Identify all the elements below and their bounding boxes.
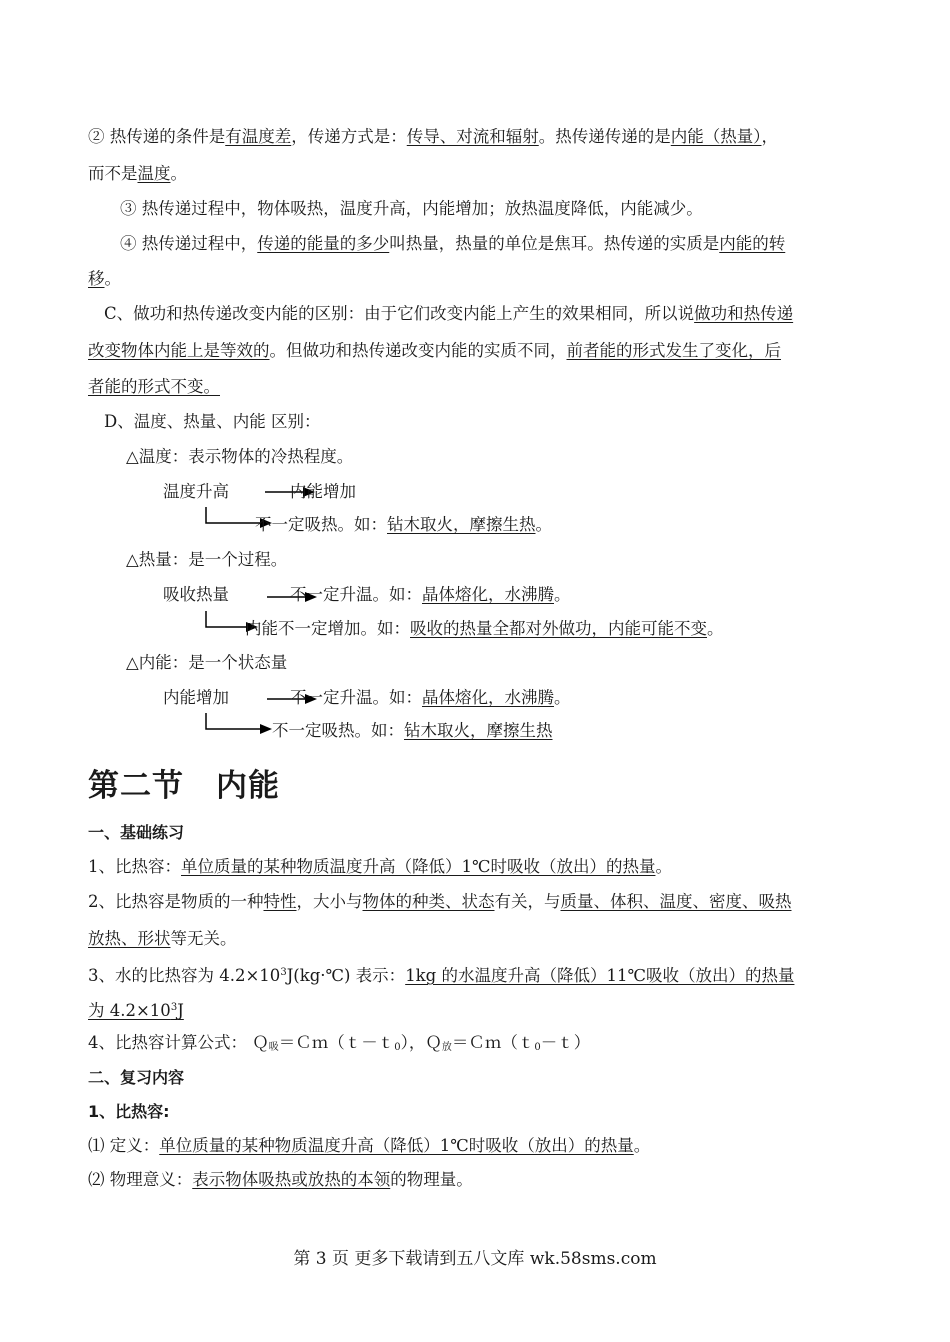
heat-head: △热量：是一个过程。 bbox=[126, 550, 288, 569]
elbow-arrow-icon bbox=[204, 713, 274, 735]
para-heat-definition: ④ 热传递过程中，传递的能量的多少叫热量，热量的单位是焦耳。热传递的实质是内能的转 bbox=[120, 234, 786, 253]
para-heat-transfer-process: ③ 热传递过程中，物体吸热，温度升高，内能增加；放热温度降低，内能减少。 bbox=[120, 199, 703, 218]
review-definition: ⑴ 定义：单位质量的某种物质温度升高（降低）1℃时吸收（放出）的热量。 bbox=[88, 1136, 651, 1155]
temp-sub: 不一定吸热。如：钻木取火，摩擦生热。 bbox=[255, 515, 552, 534]
para-c-difference-3: 者能的形式不变。 bbox=[88, 377, 220, 396]
basic-item-1: 1、比热容：单位质量的某种物质温度升高（降低）1℃时吸收（放出）的热量。 bbox=[88, 857, 672, 876]
review-title: 二、复习内容 bbox=[88, 1068, 185, 1087]
basic-item-2-cont: 放热、形状等无关。 bbox=[88, 929, 237, 948]
heat-right: 不一定升温。如：晶体熔化，水沸腾。 bbox=[290, 585, 571, 604]
page-footer: 第 3 页 更多下载请到五八文库 wk.58sms.com bbox=[293, 1249, 657, 1269]
energy-right: 不一定升温。如：晶体熔化，水沸腾。 bbox=[290, 688, 571, 707]
para-c-difference-2: 改变物体内能上是等效的。但做功和热传递改变内能的实质不同，前者能的形式发生了变化，后 bbox=[88, 341, 781, 360]
para-heat-definition-cont: 移。 bbox=[88, 269, 121, 288]
section-title: 第二节 内能 bbox=[88, 768, 280, 804]
para-heat-transfer-condition: ② 热传递的条件是有温度差，传递方式是：传导、对流和辐射。热传递传递的是内能（热量）， bbox=[88, 127, 778, 146]
energy-sub: 不一定吸热。如：钻木取火，摩擦生热 bbox=[272, 721, 553, 740]
heat-sub: 内能不一定增加。如：吸收的热量全都对外做功，内能可能不变。 bbox=[245, 619, 724, 638]
basic-item-4: 4、比热容计算公式： Ｑ$_吸$＝Ｃｍ（ｔ－ｔ$_0$），Ｑ$_放$＝Ｃｍ（ｔ$_0$－ｔ） bbox=[88, 1033, 591, 1053]
temp-left: 温度升高 bbox=[163, 482, 229, 501]
heat-left: 吸收热量 bbox=[163, 585, 229, 604]
energy-head: △内能：是一个状态量 bbox=[126, 653, 288, 672]
basic-item-3-cont: 为 $4.2\times 10^3J$ bbox=[88, 1001, 184, 1020]
para-d-heading: D、温度、热量、内能 区别： bbox=[104, 412, 321, 431]
review-subtitle: 1、比热容: bbox=[88, 1102, 170, 1121]
temp-head: △温度：表示物体的冷热程度。 bbox=[126, 447, 354, 466]
basic-item-3: 3、水的比热容为 $4.2\times 10^3J(kg\cdot℃)$ 表示：1kg 的水温度升高（降低）11℃吸收（放出）的热量 bbox=[88, 966, 795, 985]
energy-left: 内能增加 bbox=[163, 688, 229, 707]
basic-item-2: 2、比热容是物质的一种特性，大小与物体的种类、状态有关，与质量、体积、温度、密度、吸热 bbox=[88, 892, 792, 911]
temp-right: 内能增加 bbox=[290, 482, 356, 501]
para-c-difference: C、做功和热传递改变内能的区别：由于它们改变内能上产生的效果相同，所以说做功和热传递 bbox=[104, 304, 794, 323]
para-heat-transfer-condition-cont: 而不是温度。 bbox=[88, 164, 187, 183]
basic-title: 一、基础练习 bbox=[88, 823, 185, 842]
review-meaning: ⑵ 物理意义：表示物体吸热或放热的本领的物理量。 bbox=[88, 1170, 473, 1189]
